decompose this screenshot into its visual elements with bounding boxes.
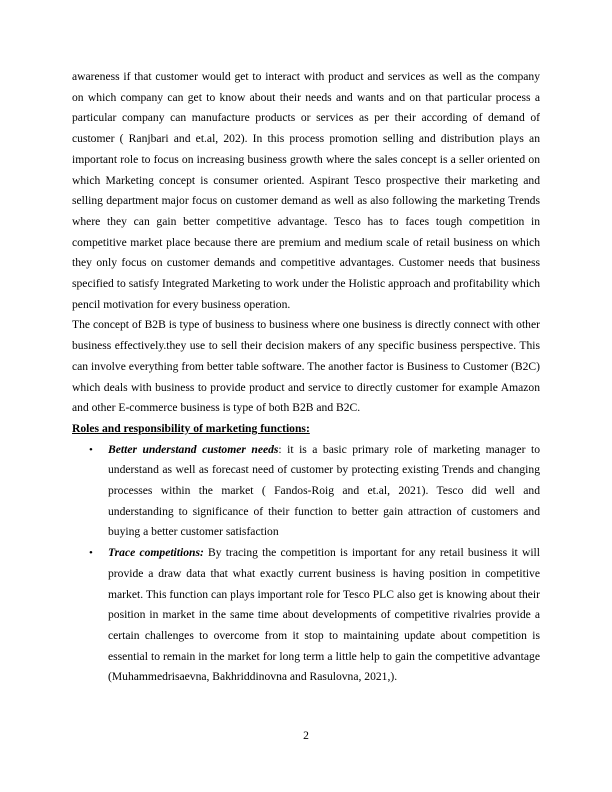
bullet-text: it is a basic primary role of marketing manager to understand as well as forecast need of customer by protecting existing Trends and changing processes within the market ( Fandos-Roig and et.al, 2021). Tesco did well and understanding to significance of their function to better gain attraction of customers and buying a better customer satisfaction [108, 442, 540, 539]
bullet-item-trace-competitions [72, 543, 540, 688]
page-number: 2 [303, 729, 309, 742]
bullet-item-customer-needs [72, 440, 540, 544]
bullet-term: Trace competitions: [108, 546, 204, 560]
body-paragraph-1: awareness if that customer would get to interact with product and services as well as the company on which company can get to know about their needs and wants and on that particular process a particular company can manufacture products or services as per their according of demand of customer ( Ranjbari and et.al, 202). In this process promotion selling and distribution plays an important role to focus on increasing business growth where the sales concept is a seller oriented on which Marketing concept is consumer oriented. Aspirant Tesco prospective their marketing and selling department major focus on customer demand as well as also following the marketing Trends where they can gain better competitive advantage. Tesco has to faces tough competition in competitive market place because there are premium and medium scale of retail business on which they only focus on customer demands and competitive advantages. Customer needs that business specified to satisfy Integrated Marketing to work under the Holistic approach and profitability which pencil motivation for every business operation. [72, 70, 540, 311]
bullet-separator: : [278, 442, 282, 456]
bullet-term: Better understand customer needs [108, 442, 279, 456]
bullet-dot-icon: • [89, 443, 93, 456]
page-content [72, 67, 540, 688]
bullet-list [72, 440, 540, 688]
bullet-dot-icon: • [89, 547, 93, 560]
section-heading: Roles and responsibility of marketing functions: [72, 421, 310, 435]
body-paragraph-2: The concept of B2B is type of business to business where one business is directly connect with other business effectively.they use to sell their decision makers of any specific business perspective. This can involve everything from better table software. The another factor is Business to Customer (B2C) which deals with business to provide product and service to directly customer for example Amazon and other E-commerce business is type of both B2B and B2C. [72, 318, 540, 415]
bullet-text: By tracing the competition is important for any retail business it will provide a draw data that what exactly current business is having position in competitive market. This function can plays important role for Tesco PLC also get is knowing about their position in market in the same time about developments of competitive rivalries provide a certain challenges to overcome from it stop to maintaining update about competition is essential to remain in the market for long term a little help to gain the competitive advantage (Muhammedrisaevna, Bakhriddinovna and Rasulovna, 2021,). [108, 546, 540, 684]
